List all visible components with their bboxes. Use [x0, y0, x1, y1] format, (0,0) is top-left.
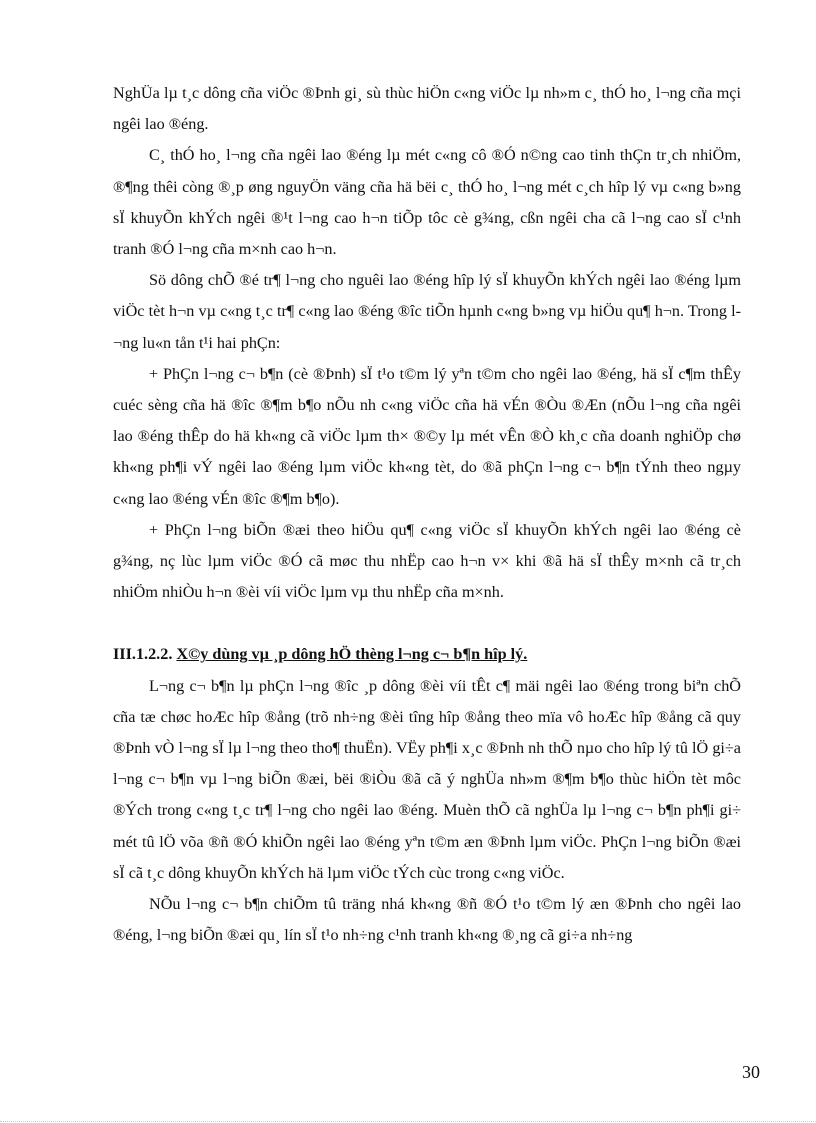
paragraph-5: + PhÇn l¬ng biÕn ®æi theo hiÖu qu¶ c«ng viÖc sÏ khuyÕn khÝch ngêi lao ®éng cè g¾ng, nç lùc lµm viÖc ®Ó cã møc thu nhËp cao h¬n v× khi ®ã hä sÏ thÊy m×nh cã tr¸ch nhiÖm nhiÒu h¬n ®èi víi viÖc lµm vµ thu nhËp cña m×nh.: [113, 520, 741, 602]
paragraph-3: Sö dông chÕ ®é tr¶ l¬ng cho nguêi lao ®éng hîp lý sÏ khuyÕn khÝch ngêi lao ®éng lµm viÖc tèt h¬n vµ c«ng t¸c tr¶ c«ng lao ®éng ®îc tiÕn hµnh c«ng b»ng vµ hiÖu qu¶ h¬n. Trong l¬ng lu«n tån t¹i hai phÇn:: [113, 271, 741, 352]
body-text: [113, 78, 741, 951]
paragraph-4: + PhÇn l¬ng c¬ b¶n (cè ®Þnh) sÏ t¹o t©m lý yªn t©m cho ngêi lao ®éng, hä sÏ c¶m thÊy cuéc sèng cña hä ®îc ®¶m b¶o nÕu nh c«ng viÖc cña hä vÉn ®Òu ®Æn (nÕu l¬ng cña ngêi lao ®éng thÊp do hä kh«ng cã viÖc lµm th× ®©y lµ mét vÊn ®Ò kh¸c cña doanh nghiÖp chø kh«ng ph¶i vÝ ngêi lao ®éng lµm viÖc kh«ng tèt, do ®ã phÇn l¬ng c¬ b¶n tÝnh theo ngµy c«ng lao ®éng vÉn ®îc ®¶m b¶o).: [113, 364, 741, 508]
section-heading: [113, 639, 741, 670]
paragraph-6: L¬ng c¬ b¶n lµ phÇn l¬ng ®îc ¸p dông ®èi víi tÊt c¶ mäi ngêi lao ®éng trong biªn chÕ cña tæ chøc hoÆc hîp ®ång (trõ nh÷ng ®èi tîng hîp ®ång theo mïa vô hoÆc hîp ®ång cã quy ®Þnh vÒ l¬ng sÏ lµ l¬ng theo tho¶ thuËn). VËy ph¶i x¸c ®Þnh nh thÕ nµo cho hîp lý tû lÖ gi÷a l¬ng c¬ b¶n vµ l¬ng biÕn ®æi, bëi ®iÒu ®ã cã ý nghÜa nh»m ®¶m b¶o thùc hiÖn tèt môc ®Ých trong c«ng t¸c tr¶ l¬ng cho ngêi lao ®éng. Muèn thÕ cã nghÜa lµ l¬ng c¬ b¶n ph¶i gi÷ mét tû lÖ võa ®ñ ®Ó khiÕn ngêi lao ®éng yªn t©m æn ®Þnh lµm viÖc. PhÇn l¬ng biÕn ®æi sÏ cã t¸c dông khuyÕn khÝch hä lµm viÖc tÝch cùc trong c«ng viÖc.: [113, 676, 741, 882]
page-bottom-divider: [0, 1121, 816, 1122]
paragraph-2: C¸ thÓ ho¸ l¬ng cña ngêi lao ®éng lµ mét c«ng cô ®Ó n©ng cao tinh thÇn tr¸ch nhiÖm, ®¶ng thêi còng ®¸p øng nguyÖn väng cña hä bëi c¸ thÓ ho¸ l¬ng mét c¸ch hîp lý vµ c«ng b»ng sÏ khuyÕn khÝch ngêi ®¹t l¬ng cao h¬n tiÕp tôc cè g¾ng, cßn ngêi cha cã l¬ng cao sÏ c¹nh tranh ®Ó l¬ng cña m×nh cao h¬n.: [113, 146, 741, 259]
paragraph-1: NghÜa lµ t¸c dông cña viÖc ®Þnh gi¸ sù thùc hiÖn c«ng viÖc lµ nh»m c¸ thÓ ho¸ l¬ng cña mçi ngêi lao ®éng.: [113, 84, 741, 134]
section-title: X©y dùng vµ ¸p dông hÖ thèng l¬ng c¬ b¶n hîp lý.: [176, 645, 528, 664]
paragraph-7: NÕu l¬ng c¬ b¶n chiÕm tû träng nhá kh«ng ®ñ ®Ó t¹o t©m lý æn ®Þnh cho ngêi lao ®éng, l¬ng biÕn ®æi qu¸ lín sÏ t¹o nh÷ng c¹nh tranh kh«ng ®¸ng cã gi÷a nh÷ng: [113, 895, 741, 945]
section-number: III.1.2.2.: [113, 645, 173, 664]
page-number: 30: [742, 1062, 760, 1082]
